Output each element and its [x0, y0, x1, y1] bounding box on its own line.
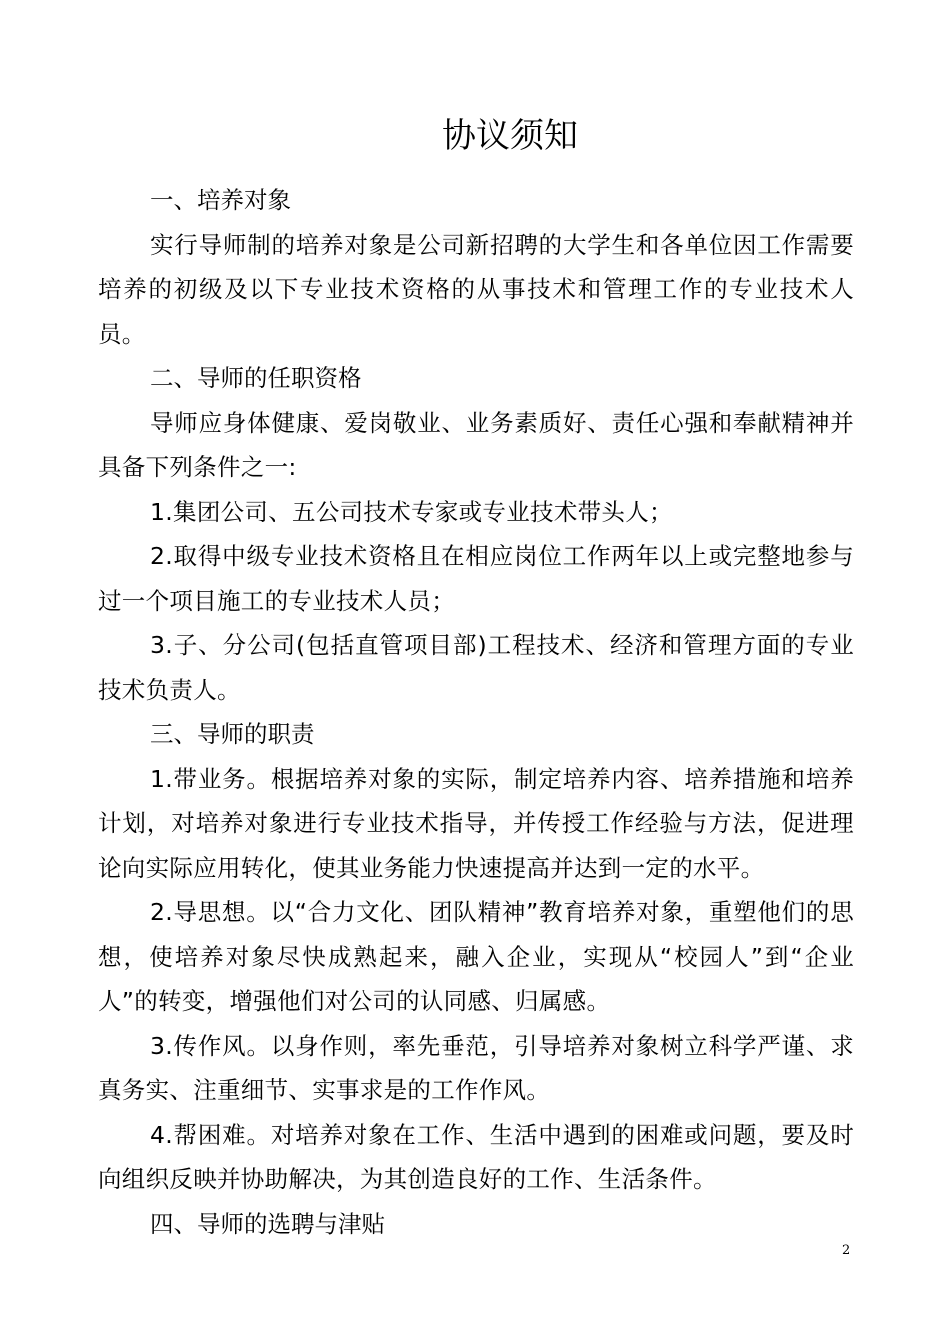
- document-title: 协议须知: [442, 116, 578, 156]
- section-heading: 三、导师的职责: [150, 720, 315, 748]
- section-heading: 二、导师的任职资格: [150, 364, 362, 392]
- list-item: 4.帮困难。对培养对象在工作、生活中遇到的困难或问题，要及时向组织反映并协助解决，为其创造良好的工作、生活条件。: [98, 1120, 854, 1193]
- list-item: 2.取得中级专业技术资格且在相应岗位工作两年以上或完整地参与过一个项目施工的专业技术人员；: [98, 542, 854, 615]
- section-heading: 四、导师的选聘与津贴: [150, 1209, 385, 1238]
- list-item: 2.导思想。以“合力文化、团队精神”教育培养对象，重塑他们的思想，使培养对象尽快成熟起来，融入企业，实现从“校园人”到“企业人”的转变，增强他们对公司的认同感、归属感。: [98, 898, 854, 1015]
- list-item: 1.带业务。根据培养对象的实际，制定培养内容、培养措施和培养计划，对培养对象进行专业技术指导，并传授工作经验与方法，促进理论向实际应用转化，使其业务能力快速提高并达到一定的水平。: [98, 764, 854, 882]
- section-heading: 一、培养对象: [150, 186, 291, 214]
- page-number: 2: [842, 1243, 851, 1258]
- list-item: 3.子、分公司(包括直管项目部)工程技术、经济和管理方面的专业技术负责人。: [98, 631, 854, 704]
- list-item: 3.传作风。以身作则，率先垂范，引导培养对象树立科学严谨、求真务实、注重细节、实事求是的工作作风。: [98, 1031, 854, 1104]
- body-paragraph: 实行导师制的培养对象是公司新招聘的大学生和各单位因工作需要培养的初级及以下专业技术资格的从事技术和管理工作的专业技术人员。: [98, 230, 854, 348]
- document-body: [98, 178, 854, 1246]
- body-paragraph: 导师应身体健康、爱岗敬业、业务素质好、责任心强和奉献精神并具备下列条件之一:: [98, 408, 854, 481]
- list-item: 1.集团公司、五公司技术专家或专业技术带头人；: [150, 497, 673, 526]
